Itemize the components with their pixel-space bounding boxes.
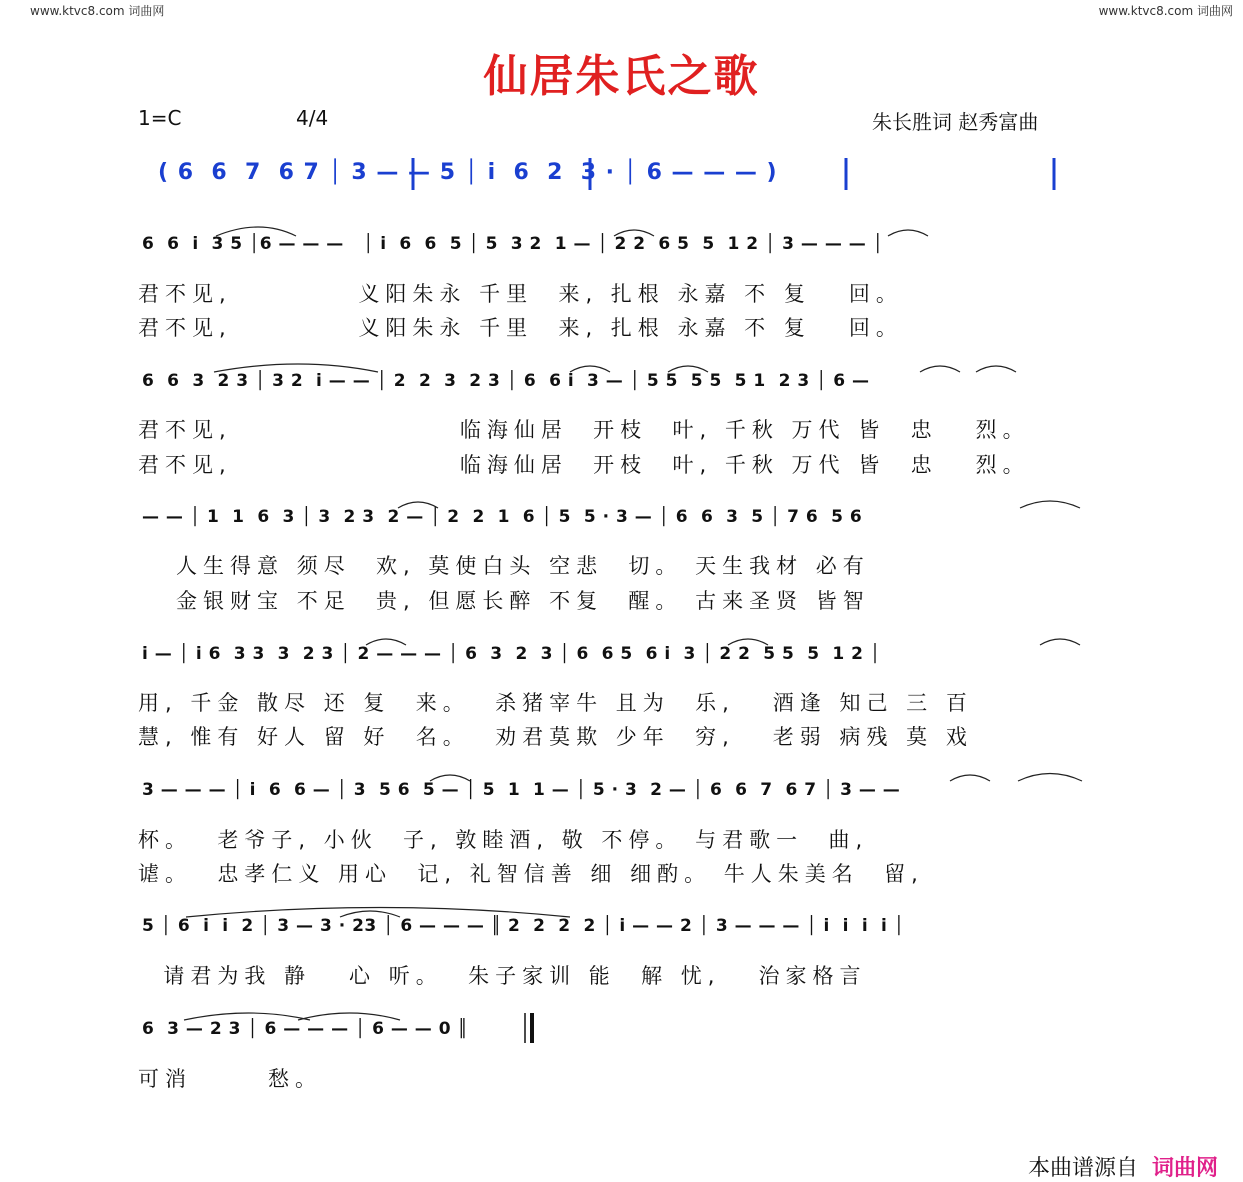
slur [398,502,438,508]
footer-source-label: 本曲谱源自 [1028,1156,1139,1181]
lyric-system-2-verse-2: 君不见, 临海仙居 开枝 叶, 千秋 万代 皆 忠 烈。 [138,453,1030,477]
slur [976,366,1016,372]
slur [340,911,400,917]
lyric-system-1-verse-1: 君不见, 义阳朱永 千里 来, 扎根 永嘉 不 复 回。 [138,282,903,306]
slur [184,1013,310,1020]
key-signature: 1=C [138,106,182,130]
lyric-system-7-verse-1: 可消 愁。 [138,1067,323,1091]
notes-system-2: 6 6 3 2 3 │ 3 2 i — — │ 2 2 3 2 3 │ 6 6 i 3 — │ 5 5 5 5 5 1 2 3 │ 6 — [142,371,870,391]
slur [430,775,470,781]
lyric-system-3-verse-1: 人生得意 须尽 欢, 莫使白头 空悲 切。 天生我材 必有 [138,554,870,578]
notes-system-4: i — │ i 6 3 3 3 2 3 │ 2 — — — │ 6 3 2 3 │ 6 6 5 6 i 3 │ 2 2 5 5 5 1 2 │ [142,644,881,664]
slur [366,639,406,645]
intro-line: ( 6 6 7 6 7 │ 3 — — 5 │ i 6 2 3 · │ 6 — — — ) [158,160,778,185]
notes-system-7: 6 3 — 2 3 │ 6 — — — │ 6 — — 0 ║ [142,1019,469,1039]
time-signature: 4/4 [296,106,329,130]
notes-system-6: 5 │ 6 i i 2 │ 3 — 3 · 23 │ 6 — — — ║ 2 2 2 2 │ i — — 2 │ 3 — — — │ i i i i │ [142,916,905,936]
watermark-left: www.ktvc8.com 词曲网 [30,4,165,18]
slur [950,775,990,781]
lyric-system-3-verse-2: 金银财宝 不足 贵, 但愿长醉 不复 醒。 古来圣贤 皆智 [138,589,870,613]
slur [216,227,296,236]
lyric-system-5-verse-1: 杯。 老爷子, 小伙 子, 敦睦酒, 敬 不停。 与君歌一 曲, [138,828,869,852]
lyric-system-4-verse-1: 用, 千金 散尽 还 复 来。 杀猪宰牛 且为 乐, 酒逢 知己 三 百 [138,691,973,715]
footer-source [1014,1126,1218,1182]
lyric-system-5-verse-2: 谑。 忠孝仁义 用心 记, 礼智信善 细 细酌。 牛人朱美名 留, [138,862,924,886]
slur [1020,501,1080,508]
slur [570,366,610,372]
lyric-system-6-verse-1: 请君为我 静 心 听。 朱子家训 能 解 忧, 治家格言 [138,964,867,988]
notes-system-1: 6 6 i 3 5 │6 — — — │ i 6 6 5 │ 5 3 2 1 — │ 2 2 6 5 5 1 2 │ 3 — — — │ [142,234,884,254]
slur [920,366,960,372]
slur [614,230,654,236]
slur [728,639,768,645]
slur [1040,639,1080,645]
slur [1018,774,1082,782]
slur [186,908,570,918]
notes-system-3: — — │ 1 1 6 3 │ 3 2 3 2 — │ 2 2 1 6 │ 5 5 · 3 — │ 6 6 3 5 │ 7 6 5 6 [142,507,863,527]
slur [214,364,378,372]
credits: 朱长胜词 赵秀富曲 [872,110,1039,134]
slur [888,230,928,236]
slur [668,366,708,372]
watermark-right: www.ktvc8.com 词曲网 [1098,4,1233,18]
lyric-system-1-verse-2: 君不见, 义阳朱永 千里 来, 扎根 永嘉 不 复 回。 [138,316,903,340]
song-title: 仙居朱氏之歌 [483,51,760,102]
lyric-system-4-verse-2: 慧, 惟有 好人 留 好 名。 劝君莫欺 少年 穷, 老弱 病残 莫 戏 [138,725,973,749]
slur [298,1013,400,1020]
footer-source-brand[interactable]: 词曲网 [1152,1156,1219,1181]
lyric-system-2-verse-1: 君不见, 临海仙居 开枝 叶, 千秋 万代 皆 忠 烈。 [138,418,1030,442]
notes-system-5: 3 — — — │ i 6 6 — │ 3 5 6 5 — │ 5 1 1 — │ 5 · 3 2 — │ 6 6 7 6 7 │ 3 — — [142,780,901,800]
